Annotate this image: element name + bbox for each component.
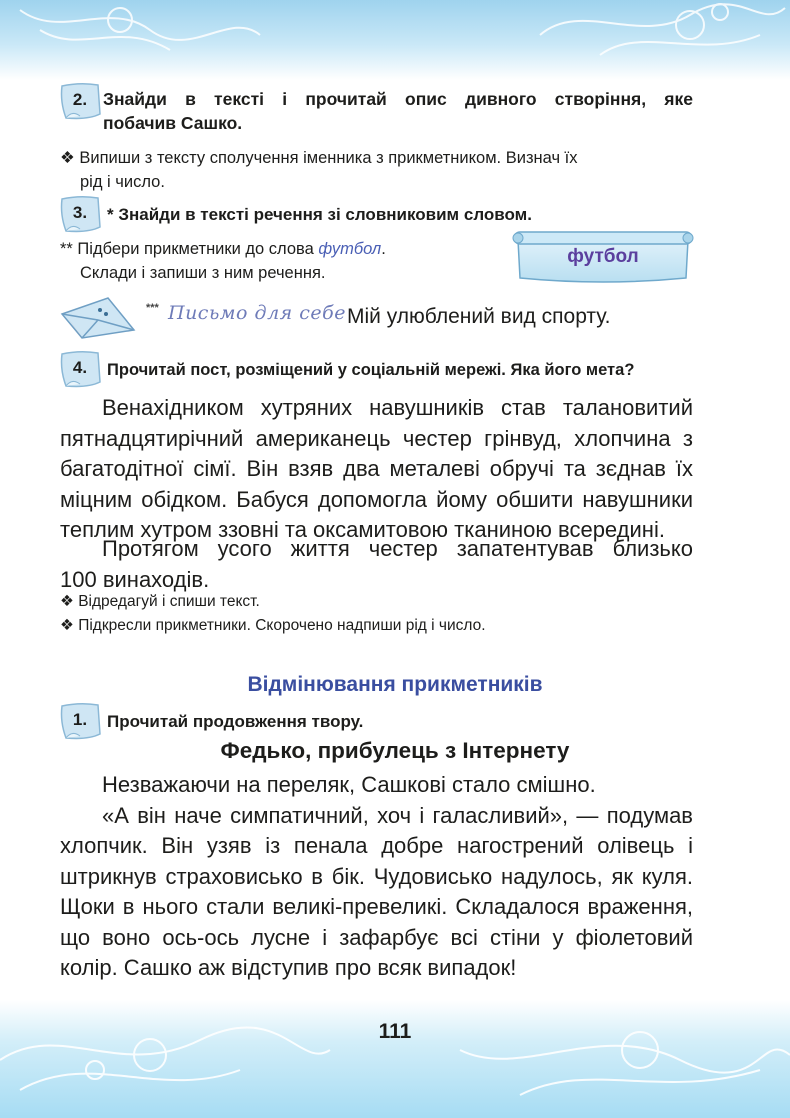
text-line: Щоки в нього стали великі-превеликі. Складалося враження, xyxy=(60,894,693,919)
letter-stars: *** xyxy=(146,302,159,314)
task-3-note-line1 xyxy=(60,237,386,261)
task-3-number: 3. xyxy=(72,203,88,222)
vocabulary-scroll xyxy=(510,226,696,288)
top-decorative-band xyxy=(0,0,790,80)
text-line: пятнадцятирічний американець честер грінвуд, хлопчина з xyxy=(60,425,693,451)
task-2-bullet-line1: ❖ Випиши з тексту сполучення іменника з прикметником. Визнач їх xyxy=(60,149,578,167)
task-4-number: 4. xyxy=(72,358,88,377)
text-line: колір. Сашко аж відступив про всяк випадок! xyxy=(60,955,517,980)
task-4-instruction: Прочитай пост, розміщений у соціальній мережі. Яка його мета? xyxy=(107,361,635,379)
scroll-word: футбол xyxy=(567,246,639,267)
task-2-number: 2. xyxy=(72,90,88,109)
task-1-number: 1. xyxy=(72,710,88,729)
story-text xyxy=(60,770,693,984)
text-line: 100 винаходів. xyxy=(60,566,210,592)
text-line: «А він наче симпатичний, хоч і галасливий», — подумав xyxy=(102,802,693,828)
task-4-paragraph-1 xyxy=(60,393,693,546)
text-line: багатодітної сімї. Він взяв два металеві обручі та зєднав їх xyxy=(60,456,693,481)
task-2-badge xyxy=(58,80,106,124)
top-swirl-ornament xyxy=(0,0,790,80)
letter-topic: Мій улюблений вид спорту. xyxy=(347,305,611,328)
text-line: хлопчик. Він узяв із пенала добре нагострений олівець і xyxy=(60,833,693,858)
task-3-note-line2: Склади і запиши з ним речення. xyxy=(80,264,326,282)
task-2-bullet-line2: рід і число. xyxy=(80,173,165,191)
task-4-bullet-2: ❖ Підкресли прикметники. Скорочено надпиши рід і число. xyxy=(60,617,486,634)
task-3-note-suffix: . xyxy=(381,240,386,258)
text-line: Незважаючи на переляк, Сашкові стало смішно. xyxy=(102,772,596,797)
task-4-paragraph-2 xyxy=(60,534,693,595)
text-line: Протягом усого життя честер запатентував близько xyxy=(102,536,693,561)
bottom-decorative-band xyxy=(0,1000,790,1118)
text-line: штрикнув страховисько в бік. Чудовисько надулось, як куля. xyxy=(60,863,693,889)
task-3-note-prefix: ** Підбери прикметники до слова xyxy=(60,240,319,258)
task-1-instruction: Прочитай продовження твору. xyxy=(107,712,364,731)
story-title: Федько, прибулець з Інтернету xyxy=(220,738,570,763)
paper-plane-envelope-icon xyxy=(58,292,140,344)
task-2-instruction-line2: побачив Сашко. xyxy=(103,113,243,133)
task-4-badge xyxy=(58,348,106,392)
text-line: міцним обідком. Бабуся допомогла йому обшити навушники xyxy=(60,486,693,512)
text-line: Венахідником хутряних навушників став талановитий xyxy=(102,395,693,420)
envelope-icon xyxy=(58,292,140,344)
section-title: Відмінювання прикметників xyxy=(247,673,543,696)
text-line: що воно ось-ось лусне і зафарбує всі стіни у фіолетовий xyxy=(60,924,693,950)
task-2-instruction-line1: Знайди в тексті і прочитай опис дивного створіння, яке xyxy=(103,89,693,109)
task-3-instruction: * Знайди в тексті речення зі словниковим словом. xyxy=(107,205,532,224)
letter-script-label: Письмо для себе xyxy=(168,302,347,324)
task-4-bullet-1: ❖ Відредагуй і спиши текст. xyxy=(60,593,260,610)
task-3-badge xyxy=(58,193,106,237)
text-line: теплим хутром ззовні та оксамитовою тканиною всередині. xyxy=(60,517,665,542)
bottom-swirl-ornament xyxy=(0,1000,790,1118)
task-3-note-word: футбол xyxy=(318,240,382,258)
page-number: 111 xyxy=(378,1020,412,1043)
